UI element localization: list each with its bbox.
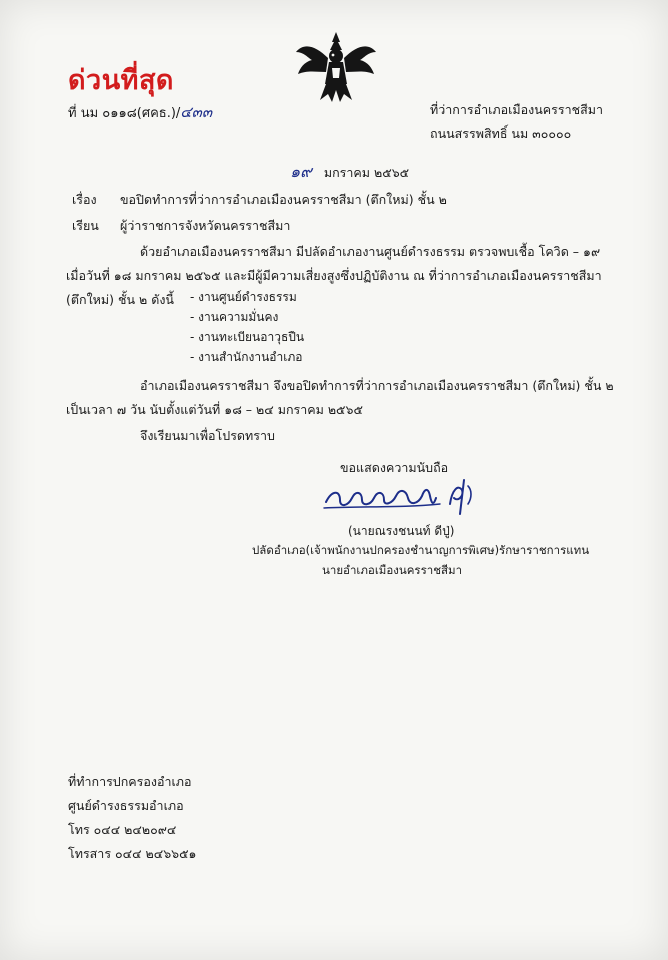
body-paragraph1-line2: เมื่อวันที่ ๑๘ มกราคม ๒๕๖๕ และมีผู้มีความเสี่ยงสูงซึ่งปฏิบัติงาน ณ ที่ว่าการอำเภอเมืองนครราชสีมา	[66, 268, 602, 283]
signer-position-line1: ปลัดอำเภอ(เจ้าพนักงานปกครองชำนาญการพิเศษ)รักษาราชการแทน	[252, 543, 590, 557]
recipient-label: เรียน	[72, 218, 99, 233]
body-paragraph1-line1: ด้วยอำเภอเมืองนครราชสีมา มีปลัดอำเภองานศูนย์ดำรงธรรม ตรวจพบเชื้อ โควิด – ๑๙	[140, 244, 601, 259]
office-address-line1: ที่ว่าการอำเภอเมืองนครราชสีมา	[430, 102, 603, 117]
body-paragraph2-line2: เป็นเวลา ๗ วัน นับตั้งแต่วันที่ ๑๘ – ๒๔ มกราคม ๒๕๖๕	[66, 402, 363, 417]
office-address-line2: ถนนสรรพสิทธิ์ นม ๓๐๐๐๐	[430, 126, 572, 141]
handwritten-signature-icon	[322, 476, 482, 518]
urgency-stamp: ด่วนที่สุด	[68, 65, 174, 96]
list-item: - งานความมั่นคง	[190, 310, 279, 324]
footer-unit: ศูนย์ดำรงธรรมอำเภอ	[68, 798, 184, 813]
date-month-year: มกราคม ๒๕๖๕	[323, 165, 410, 180]
body-paragraph2-line1: อำเภอเมืองนครราชสีมา จึงขอปิดทำการที่ว่าการอำเภอเมืองนครราชสีมา (ตึกใหม่) ชั้น ๒	[140, 378, 614, 393]
document-date	[290, 160, 409, 185]
signer-position-line2: นายอำเภอเมืองนครราชสีมา	[322, 563, 463, 577]
garuda-emblem-icon	[292, 28, 380, 106]
list-item: - งานสำนักงานอำเภอ	[190, 350, 303, 364]
list-item: - งานทะเบียนอาวุธปืน	[190, 330, 305, 344]
footer-phone: โทร ๐๔๔ ๒๔๒๐๙๔	[68, 822, 177, 837]
body-paragraph1-line3: (ตึกใหม่) ชั้น ๒ ดังนี้	[66, 292, 174, 307]
subject-label: เรื่อง	[72, 192, 97, 207]
subject-text: ขอปิดทำการที่ว่าการอำเภอเมืองนครราชสีมา (ตึกใหม่) ชั้น ๒	[120, 192, 447, 207]
document-number-handwritten: ๔๓๓	[180, 103, 213, 121]
closing-salutation: ขอแสดงความนับถือ	[340, 460, 449, 475]
document-number	[68, 100, 212, 124]
document-number-prefix: ที่ นม ๐๑๑๘(ศคธ.)/	[68, 106, 181, 121]
date-day-handwritten: ๑๙	[290, 162, 312, 181]
list-item: - งานศูนย์ดำรงธรรม	[190, 290, 297, 304]
footer-office: ที่ทำการปกครองอำเภอ	[68, 774, 192, 789]
body-closing-request: จึงเรียนมาเพื่อโปรดทราบ	[140, 428, 275, 443]
signer-name: (นายณรงชนนท์ ดีปู่)	[348, 524, 455, 538]
footer-fax: โทรสาร ๐๔๔ ๒๔๖๖๕๑	[68, 846, 197, 861]
recipient-text: ผู้ว่าราชการจังหวัดนครราชสีมา	[120, 218, 291, 233]
